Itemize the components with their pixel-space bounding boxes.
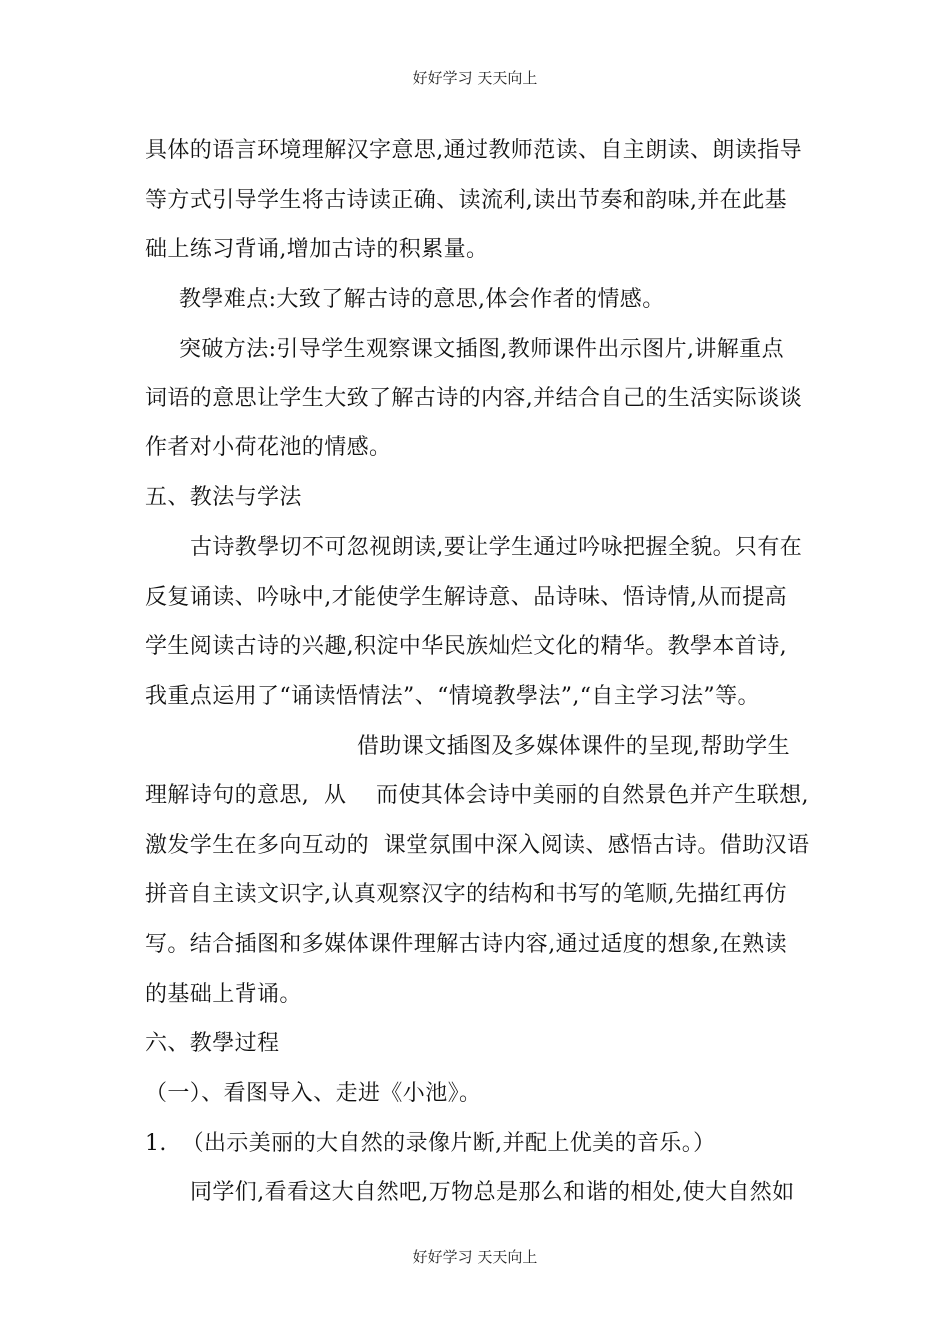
text-line: 词语的意思让学生大致了解古诗的内容,并结合自己的生活实际谈谈 bbox=[145, 386, 802, 411]
text-line: 激发学生在多向互动的 课堂氛围中深入阅读、感悟古诗。借助汉语 bbox=[145, 833, 810, 858]
list-item: 1. （出示美丽的大自然的录像片断,并配上优美的音乐。） bbox=[145, 1131, 716, 1156]
page-header: 好好学习 天天向上 bbox=[412, 69, 538, 87]
section-heading: 六、教學过程 bbox=[145, 1031, 280, 1056]
text-line: 础上练习背诵,增加古诗的积累量。 bbox=[145, 237, 489, 262]
subsection-heading: （一）、看图导入、走进《小池》。 bbox=[145, 1081, 482, 1106]
text-line: 学生阅读古诗的兴趣,积淀中华民族灿烂文化的精华。教學本首诗, bbox=[145, 634, 787, 659]
text-line: 具体的语言环境理解汉字意思,通过教师范读、自主朗读、朗读指导 bbox=[145, 138, 802, 163]
text-line: 理解诗句的意思, 从 而使其体会诗中美丽的自然景色并产生联想, bbox=[145, 783, 809, 808]
text-line: 写。结合插图和多媒体课件理解古诗内容,通过适度的想象,在熟读 bbox=[145, 932, 787, 957]
text-line: 拼音自主读文识字,认真观察汉字的结构和书写的笔顺,先描红再仿 bbox=[145, 882, 787, 907]
text-line: 借助课文插图及多媒体课件的呈现,帮助学生 bbox=[357, 734, 790, 759]
text-line: 作者对小荷花池的情感。 bbox=[145, 435, 392, 460]
text-line: 古诗教學切不可忽视朗读,要让学生通过吟咏把握全貌。只有在 bbox=[190, 535, 803, 560]
text-line: 等方式引导学生将古诗读正确、读流利,读出节奏和韵味,并在此基 bbox=[145, 188, 787, 213]
text-line: 我重点运用了“诵读悟情法”、“情境教學法”,“自主学习法”等。 bbox=[145, 684, 760, 709]
text-line: 同学们,看看这大自然吧,万物总是那么和谐的相处,使大自然如 bbox=[190, 1180, 795, 1205]
text-line: 教學难点:大致了解古诗的意思,体会作者的情感。 bbox=[179, 287, 665, 312]
text-line: 突破方法:引导学生观察课文插图,教师课件出示图片,讲解重点 bbox=[179, 337, 785, 362]
text-line: 的基础上背诵。 bbox=[145, 982, 302, 1007]
section-heading: 五、教法与学法 bbox=[145, 485, 302, 510]
page-footer: 好好学习 天天向上 bbox=[412, 1248, 538, 1266]
text-line: 反复诵读、吟咏中,才能使学生解诗意、品诗味、悟诗情,从而提高 bbox=[145, 585, 787, 610]
